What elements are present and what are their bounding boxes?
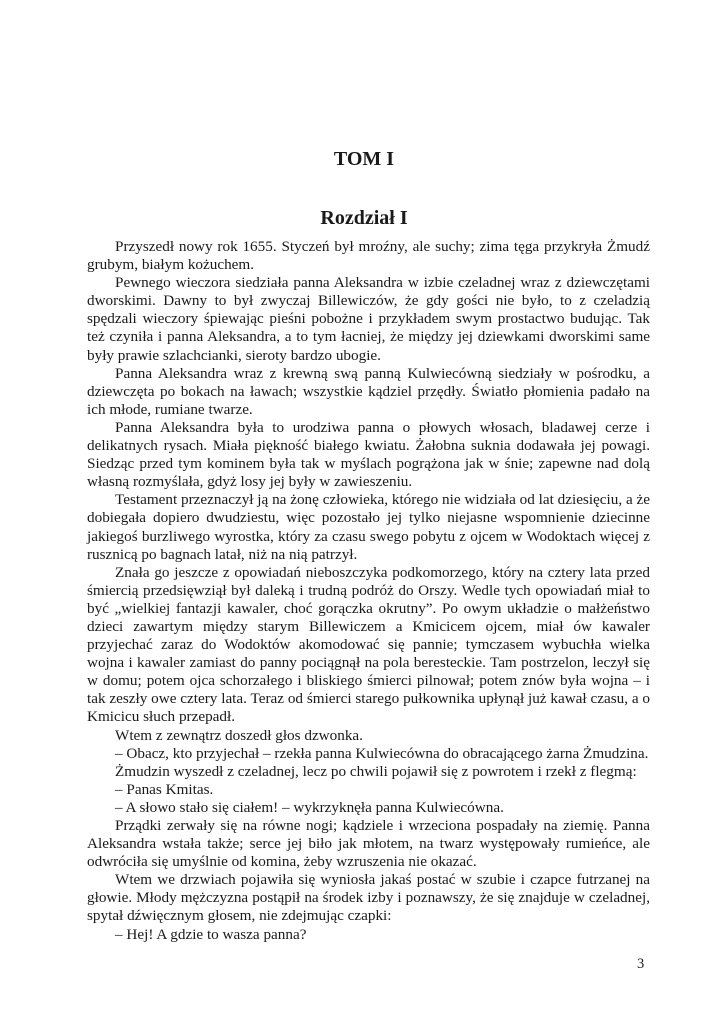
- paragraph: – Panas Kmitas.: [115, 780, 214, 798]
- paragraph: Znała go jeszcze z opowiadań nieboszczyka podkomorzego, który na cztery lata przed śmiercią przedsięwziął był daleką i trudną podróż do Orszy. Wedle tych opowiadań miał to być „wielkiej fantazji kawaler, choć gorączka okrutny”. Po owym układzie o małżeństwo dzieci zawartym między starym Billewiczem a Kmicicem ojcem, miał ów kawaler przyjechać zaraz do Wodoktów akomodować się pannie; tymczasem wybuchła wielka wojna i kawaler zamiast do panny pociągnął na pola beresteckie. Tam postrzelon, leczył się w domu; potem ojca schorzałego i bliskiego śmierci pilnował; potem znów była wojna – i tak zeszły owe cztery lata. Teraz od śmierci starego pułkownika upłynął już kawał czasu, a o Kmicicu słuch przepadł.: [87, 563, 650, 726]
- paragraph: Panna Aleksandra była to urodziwa panna o płowych włosach, bladawej cerze i delikatnych rysach. Miała piękność białego kwiatu. Żałobna suknia dodawała jej powagi. Siedząc przed tym kominem była tak w myślach pogrążona jak w śnie; zapewne nad dolą własną rozmyślała, gdyż losy jej były w zawieszeniu.: [87, 418, 650, 491]
- chapter-title: Rozdział I: [320, 207, 408, 229]
- volume-title: TOM I: [333, 148, 395, 170]
- paragraph: Testament przeznaczył ją na żonę człowieka, którego nie widziała od lat dziesięciu, a że dobiegała dopiero dwudziestu, więc pozostało jej tylko niejasne wspomnienie dziecinne jakiegoś burzliwego wyrostka, który za czasu swego pobytu z ojcem w Wodoktach więcej z rusznicą po bagnach latał, niż na nią patrzył.: [87, 491, 650, 563]
- paragraph: Przyszedł nowy rok 1655. Styczeń był mroźny, ale suchy; zima tęga przykryła Żmudź grubym, białym kożuchem.: [87, 238, 650, 274]
- body-text: [87, 238, 650, 944]
- paragraph: Wtem z zewnątrz doszedł głos dzwonka.: [115, 726, 363, 744]
- paragraph: – Obacz, kto przyjechał – rzekła panna Kulwiecówna do obracającego żarna Żmudzina.: [115, 744, 649, 762]
- paragraph: Pewnego wieczora siedziała panna Aleksandra w izbie czeladnej wraz z dziewczętami dworskimi. Dawny to był zwyczaj Billewiczów, że gdy gości nie było, to z czeladzią spędzali wieczory śpiewając pieśni pobożne i przykładem swym prostactwo budując. Tak też czyniła i panna Aleksandra, a to tym łacniej, że między jej dziewkami dworskimi same były prawie szlachcianki, sieroty bardzo ubogie.: [87, 274, 650, 364]
- paragraph: – Hej! A gdzie to wasza panna?: [115, 925, 307, 943]
- paragraph: Panna Aleksandra wraz z krewną swą panną Kulwiecówną siedziały w pośrodku, a dziewczęta po bokach na ławach; wszystkie kądziel przędły. Światło płomienia padało na ich młode, rumiane twarze.: [87, 364, 650, 418]
- paragraph: – A słowo stało się ciałem! – wykrzyknęła panna Kulwiecówna.: [115, 798, 504, 816]
- paragraph: Prządki zerwały się na równe nogi; kądziele i wrzeciona pospadały na ziemię. Panna Aleksandra wstała także; serce jej biło jak młotem, na twarz występowały rumieńce, ale odwróciła się umyślnie od komina, żeby wzruszenia nie okazać.: [87, 817, 650, 871]
- page-number: 3: [637, 956, 645, 972]
- paragraph: Wtem we drzwiach pojawiła się wyniosła jakaś postać w szubie i czapce futrzanej na głowie. Młody mężczyzna postąpił na środek izby i poznawszy, że się znajduje w czeladnej, spytał dźwięcznym głosem, nie zdejmując czapki:: [87, 871, 650, 925]
- paragraph: Żmudzin wyszedł z czeladnej, lecz po chwili pojawił się z powrotem i rzekł z flegmą:: [115, 762, 637, 780]
